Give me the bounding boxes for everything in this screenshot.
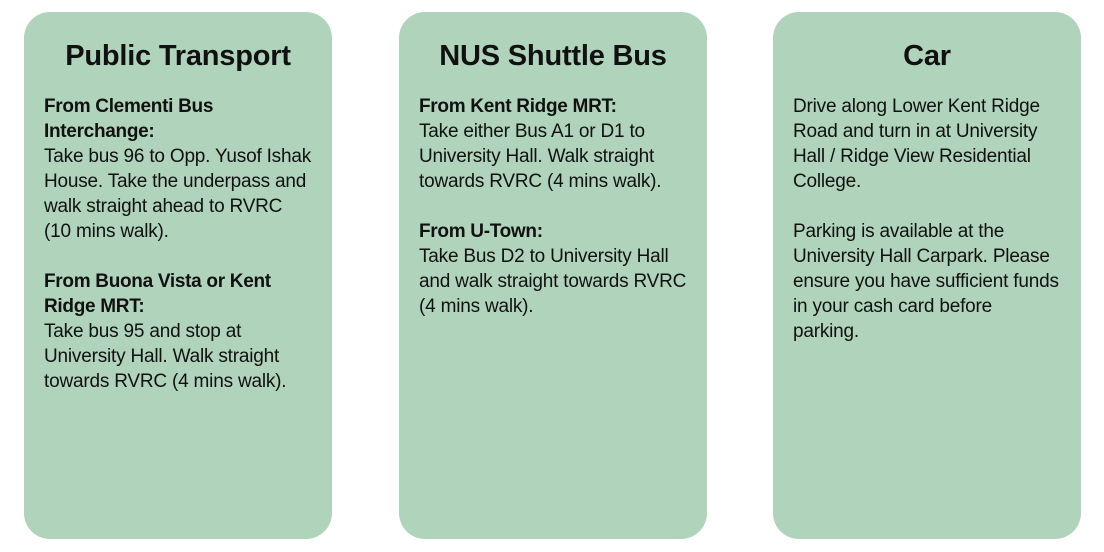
section-heading: From U-Town: [419,221,543,242]
nus-shuttle-bus-card [399,12,707,539]
section-text: Take bus 95 and stop at University Hall. Walk straight towards RVRC (4 mins walk). [44,321,287,392]
section-text: Take Bus D2 to University Hall and walk straight towards RVRC (4 mins walk). [419,246,687,317]
section-heading: From Kent Ridge MRT: [419,96,617,117]
card-title: NUS Shuttle Bus [439,40,667,72]
directions-section [44,94,312,244]
directions-section [793,94,1061,194]
card-title: Car [903,40,951,72]
directions-section [793,219,1061,344]
directions-section [419,94,687,194]
car-card [773,12,1081,539]
section-heading: From Clementi Bus Interchange: [44,96,214,142]
card-title: Public Transport [65,40,291,72]
section-heading: From Buona Vista or Kent Ridge MRT: [44,271,271,317]
section-text: Drive along Lower Kent Ridge Road and turn in at University Hall / Ridge View Residential College. [793,96,1040,192]
directions-section [44,269,312,394]
section-text: Take bus 96 to Opp. Yusof Ishak House. Take the underpass and walk straight ahead to RVRC (10 mins walk). [44,146,312,242]
public-transport-card [24,12,332,539]
card-body [419,94,687,319]
card-body [44,94,312,394]
directions-section [419,219,687,319]
card-body [793,94,1061,344]
section-text: Take either Bus A1 or D1 to University Hall. Walk straight towards RVRC (4 mins walk). [419,121,662,192]
section-text: Parking is available at the University Hall Carpark. Please ensure you have sufficient funds in your cash card before parking. [793,221,1059,342]
